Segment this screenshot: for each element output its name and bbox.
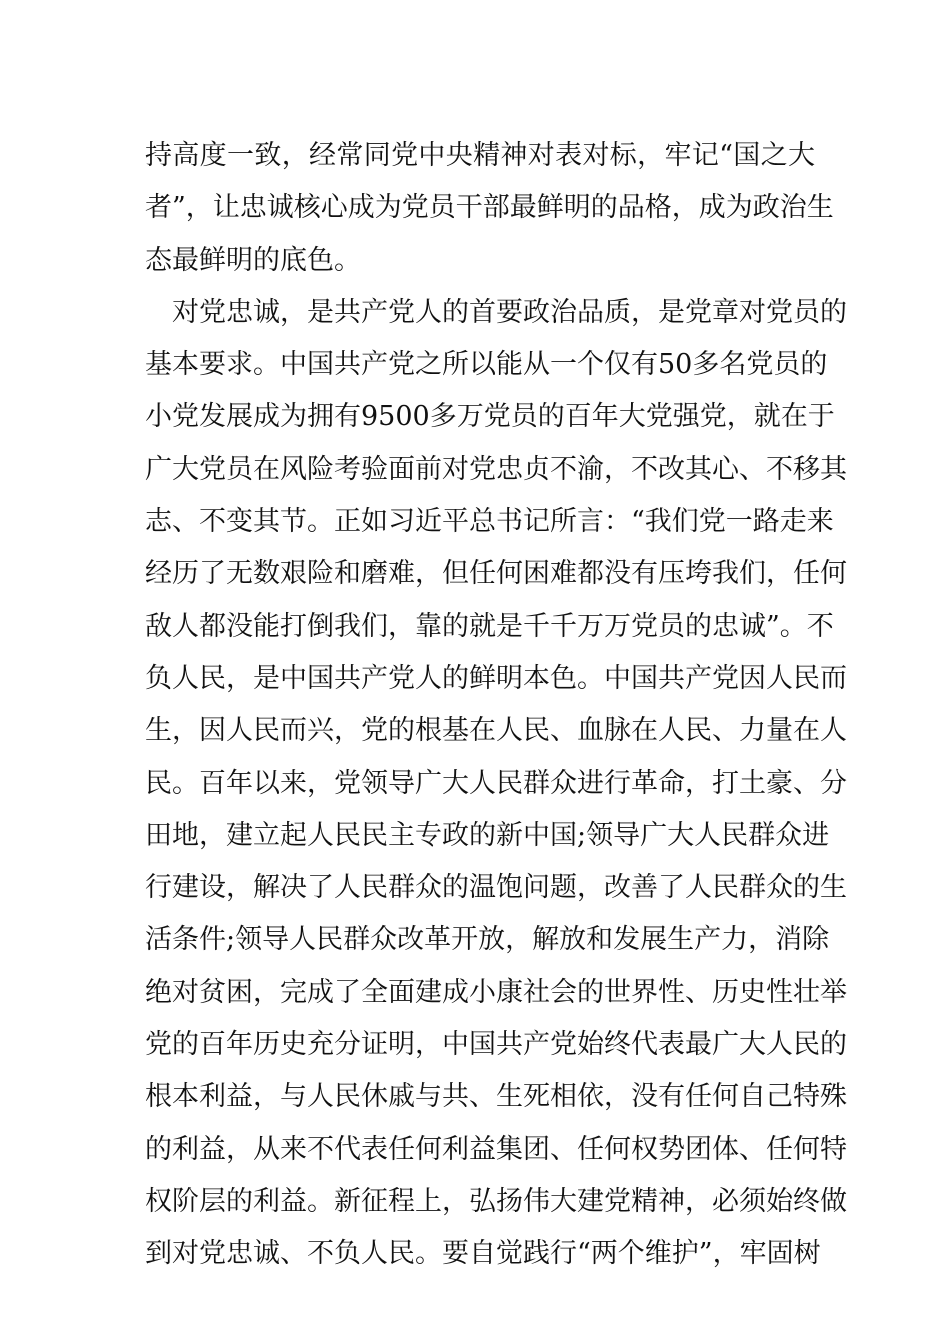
text-line: 者”，让忠诚核心成为党员干部最鲜明的品格，成为政治生	[145, 192, 834, 224]
text-line: 行建设，解决了人民群众的温饱问题，改善了人民群众的生	[145, 872, 847, 904]
text-line: 对党忠诚，是共产党人的首要政治品质，是党章对党员的	[172, 296, 847, 328]
text-line: 田地，建立起人民民主专政的新中国;领导广大人民群众进	[145, 819, 830, 851]
text-line: 负人民，是中国共产党人的鲜明本色。中国共产党因人民而	[145, 662, 847, 694]
text-line: 民。百年以来，党领导广大人民群众进行革命，打土豪、分	[145, 767, 847, 799]
text-line: 的利益，从来不代表任何利益集团、任何权势团体、任何特	[145, 1133, 847, 1165]
text-line: 广大党员在风险考验面前对党忠贞不渝，不改其心、不移其	[145, 453, 847, 485]
text-line: 敌人都没能打倒我们，靠的就是千千万万党员的忠诚”。不	[145, 610, 834, 642]
text-line: 活条件;领导人民群众改革开放，解放和发展生产力，消除	[145, 924, 830, 956]
text-line: 基本要求。中国共产党之所以能从一个仅有50多名党员的	[145, 349, 828, 381]
text-line: 经历了无数艰险和磨难，但任何困难都没有压垮我们，任何	[145, 558, 847, 590]
text-line: 权阶层的利益。新征程上，弘扬伟大建党精神，必须始终做	[145, 1185, 847, 1217]
text-line: 志、不变其节。正如习近平总书记所言：“我们党一路走来	[145, 506, 834, 538]
text-line: 生，因人民而兴，党的根基在人民、血脉在人民、力量在人	[145, 715, 847, 747]
text-line: 小党发展成为拥有9500多万党员的百年大党强党，就在于	[145, 401, 835, 433]
text-line: 到对党忠诚、不负人民。要自觉践行“两个维护”，牢固树	[145, 1238, 821, 1270]
text-line: 党的百年历史充分证明，中国共产党始终代表最广大人民的	[145, 1029, 847, 1061]
body-text	[145, 130, 847, 1281]
text-line: 持高度一致，经常同党中央精神对表对标，牢记“国之大	[145, 140, 815, 171]
text-line: 态最鲜明的底色。	[145, 244, 361, 276]
text-line: 绝对贫困，完成了全面建成小康社会的世界性、历史性壮举	[145, 976, 847, 1008]
text-line: 根本利益，与人民休戚与共、生死相依，没有任何自己特殊	[145, 1081, 847, 1113]
